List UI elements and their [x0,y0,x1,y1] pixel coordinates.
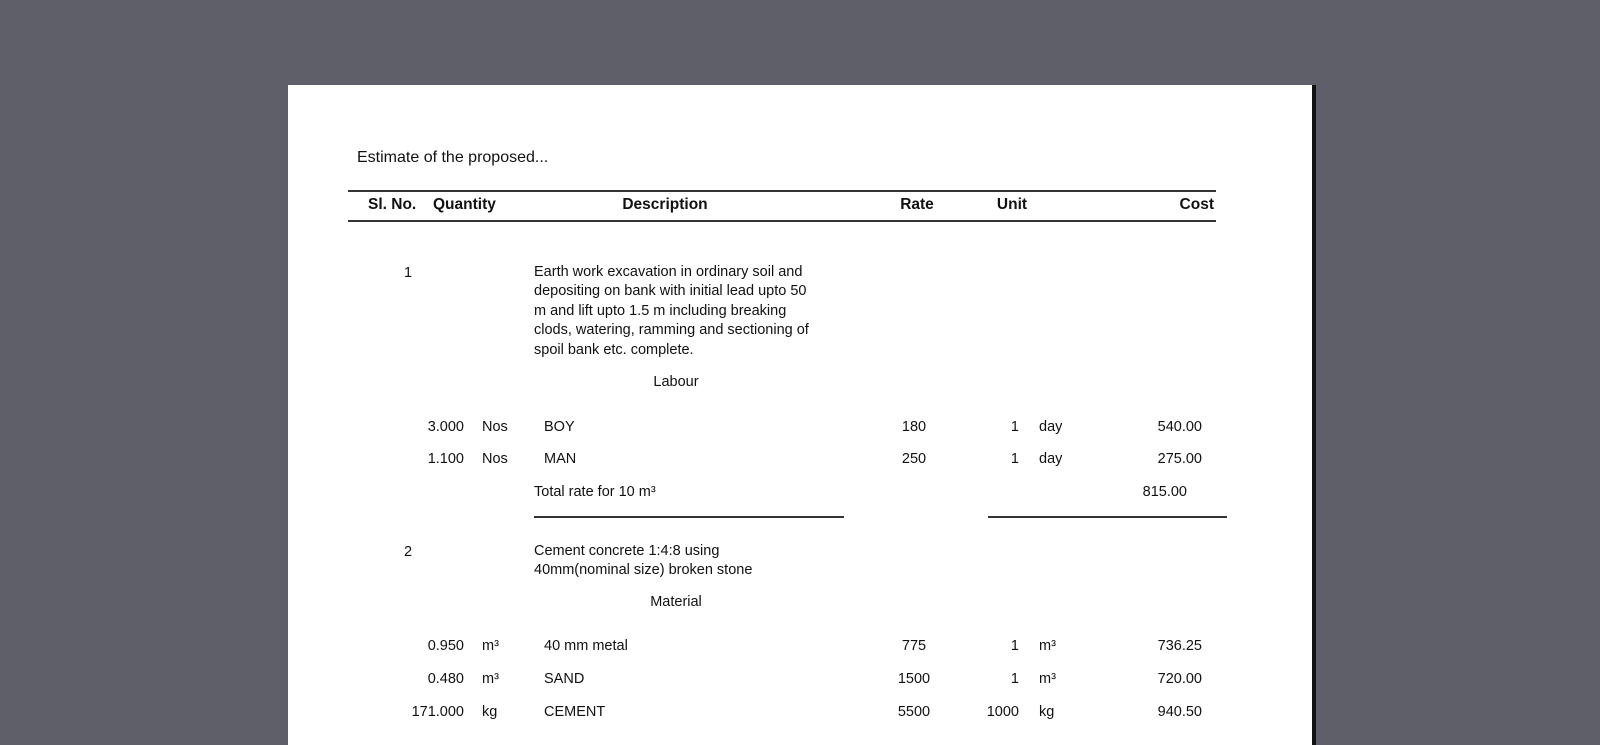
row-per: 1000 [986,704,1019,720]
col-sl-no: Sl. No. [368,196,417,213]
row-per-unit: m³ [1039,638,1056,654]
col-quantity: Quantity [433,196,496,213]
row-quantity-unit: m³ [482,638,499,654]
row-cost: 275.00 [1157,451,1202,467]
item-sl-no: 2 [403,544,413,560]
row-description: 40 mm metal [544,638,628,654]
header-top-rule [348,190,1216,192]
row-rate: 1500 [897,671,931,687]
row-quantity: 3.000 [427,419,464,435]
section-label: Material [650,594,702,610]
document-title: Estimate of the proposed... [357,149,549,166]
col-rate: Rate [900,196,934,213]
row-rate: 775 [901,638,927,654]
row-per: 1 [1010,671,1019,687]
total-rule-left [534,516,844,518]
row-description: BOY [544,419,575,435]
row-description: MAN [544,451,577,467]
row-description: CEMENT [544,704,606,720]
item-description: Earth work excavation in ordinary soil and depositing on bank with initial lead upto 50 m and lift upto 1.5 m including breaking clods, watering, ramming and sectioning of spoil bank etc. complete. [534,264,809,358]
row-rate: 250 [901,451,927,467]
col-description: Description [622,196,708,213]
total-rule-right [988,516,1227,518]
row-quantity-unit: Nos [482,419,508,435]
col-unit: Unit [996,196,1028,213]
item-description: Cement concrete 1:4:8 using 40mm(nominal size) broken stone [534,543,753,579]
row-quantity: 1.100 [427,451,464,467]
row-per: 1 [1010,419,1019,435]
row-quantity: 0.480 [427,671,464,687]
row-per-unit: kg [1039,704,1055,720]
row-per-unit: m³ [1039,671,1056,687]
row-per-unit: day [1039,419,1063,435]
col-cost: Cost [1179,196,1214,213]
row-description: SAND [544,671,585,687]
row-cost: 540.00 [1157,419,1202,435]
row-quantity-unit: kg [482,704,498,720]
row-per: 1 [1010,451,1019,467]
row-cost: 940.50 [1157,704,1202,720]
row-rate: 5500 [897,704,931,720]
row-quantity: 0.950 [427,638,464,654]
item-sl-no: 1 [403,265,413,281]
row-per: 1 [1010,638,1019,654]
row-quantity: 171.000 [411,704,464,720]
header-bottom-rule [348,220,1216,222]
row-per-unit: day [1039,451,1063,467]
total-label: Total rate for 10 m³ [534,484,656,500]
row-quantity-unit: Nos [482,451,508,467]
row-cost: 736.25 [1157,638,1202,654]
document-page [288,85,1312,745]
total-cost: 815.00 [1142,484,1187,500]
row-rate: 180 [901,419,927,435]
row-cost: 720.00 [1157,671,1202,687]
row-quantity-unit: m³ [482,671,499,687]
section-label: Labour [653,374,699,390]
